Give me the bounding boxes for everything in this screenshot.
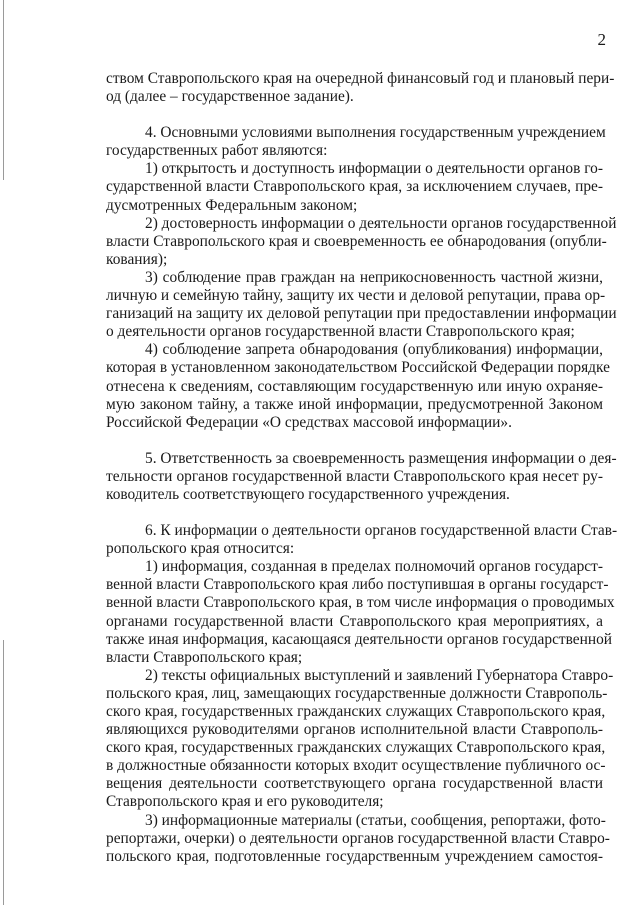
text-line: тельности органов государственной власти Ставропольского края несет ру- — [106, 467, 603, 485]
text-line: о деятельности органов государственной власти Ставропольского края; — [106, 323, 575, 341]
list-item-3: 3) информационные материалы (статьи, сообщения, репортажи, фото- — [145, 811, 606, 829]
text-line: сударственной власти Ставропольского края, за исключением случаев, пре- — [106, 178, 603, 196]
text-line: власти Ставропольского края; — [106, 648, 303, 666]
text-line: дусмотренных Федеральным законом; — [106, 196, 358, 214]
text-line: личную и семейную тайну, защиту их чести и деловой репутации, права ор- — [106, 287, 606, 305]
list-item-2: 2) достоверность информации о деятельности органов государственной — [145, 214, 617, 232]
text-line: польского края, подготовленные государственным учреждением самостоя- — [106, 847, 603, 865]
paragraph-gap — [106, 106, 603, 124]
text-line: также иная информация, касающаяся деятельности органов государственной — [106, 630, 613, 648]
text-line: венной власти Ставропольского края либо поступившая в органы государст- — [106, 576, 609, 594]
paragraph-gap — [106, 432, 603, 450]
paragraph-6-start: 6. К информации о деятельности органов государственной власти Став- — [145, 522, 618, 540]
text-line: которая в установленном законодательством Российской Федерации порядке — [106, 359, 610, 377]
text-line: од (далее – государственное задание). — [106, 88, 354, 106]
text-line: ского края, государственных гражданских служащих Ставропольского края, — [106, 739, 606, 757]
text-line: ководитель соответствующего государственного учреждения. — [106, 485, 510, 503]
paragraph-gap — [106, 504, 603, 522]
text-line: государственных работ являются: — [106, 142, 328, 160]
text-line: ропольского края относится: — [106, 540, 295, 558]
text-line: ганизаций на защиту их деловой репутации при предоставлении информации — [106, 305, 617, 323]
list-item-2: 2) тексты официальных выступлений и заявлений Губернатора Ставро- — [145, 666, 614, 684]
page-number: 2 — [597, 30, 606, 49]
text-line: кования); — [106, 250, 168, 268]
text-line: в должностные обязанности которых входит осуществление публичного ос- — [106, 757, 606, 775]
paragraph-5-start: 5. Ответственность за своевременность размещения информации о дея- — [145, 449, 617, 467]
text-line: ством Ставропольского края на очередной финансовый год и плановый пери- — [106, 70, 615, 87]
text-line: ского края, государственных гражданских служащих Ставропольского края, — [106, 703, 606, 720]
list-item-4: 4) соблюдение запрета обнародования (опубликования) информации, — [145, 341, 603, 359]
text-line: вещения деятельности соответствующего органа государственной власти — [106, 775, 603, 793]
list-item-1: 1) открытость и доступность информации о деятельности органов го- — [145, 160, 603, 178]
text-line: мую законом тайну, а также иной информации, предусмотренной Законом — [106, 395, 603, 413]
document-body — [106, 70, 618, 866]
text-line: репортажи, очерки) о деятельности органов государственной власти Ставро- — [106, 829, 610, 847]
text-line: Ставропольского края и его руководителя; — [106, 793, 384, 811]
paragraph-4-start: 4. Основными условиями выполнения государственным учреждением — [145, 124, 606, 142]
text-line: польского края, лиц, замещающих государственные должности Ставрополь- — [106, 684, 608, 702]
text-line: власти Ставропольского края и своевременность ее обнародования (опубли- — [106, 232, 607, 250]
text-line: органами государственной власти Ставропольского края мероприятиях, а — [106, 612, 603, 630]
scan-edge-line-top — [3, 0, 4, 180]
list-item-3: 3) соблюдение прав граждан на неприкосновенность частной жизни, — [145, 268, 603, 286]
text-line: Российской Федерации «О средствах массовой информации». — [106, 413, 512, 431]
list-item-1: 1) информация, созданная в пределах полномочий органов государст- — [145, 558, 603, 576]
text-line: являющихся руководителями органов исполнительной власти Ставрополь- — [106, 721, 603, 739]
scan-edge-line-bottom — [3, 640, 4, 905]
text-line: отнесена к сведениям, составляющим государственную или иную охраняе- — [106, 377, 603, 395]
text-line: венной власти Ставропольского края, в том числе информация о проводимых — [106, 594, 615, 612]
